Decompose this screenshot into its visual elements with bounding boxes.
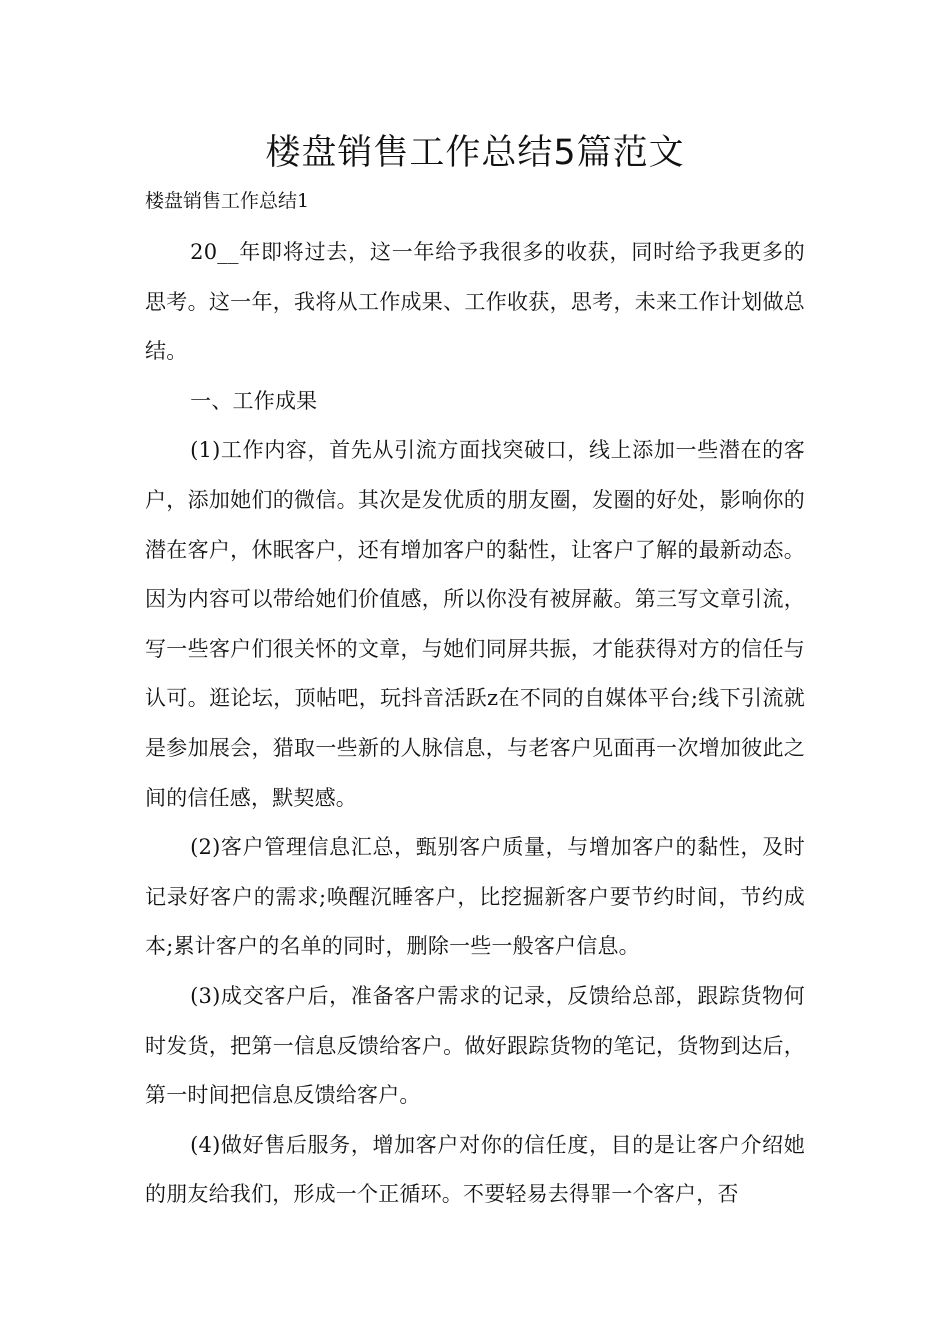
paragraph-intro: 20__年即将过去，这一年给予我很多的收获，同时给予我更多的思考。这一年，我将从工作成果、工作收获，思考，未来工作计划做总结。: [145, 240, 805, 364]
paragraph-item-3: (3)成交客户后，准备客户需求的记录，反馈给总部，跟踪货物何时发货，把第一信息反馈给客户。做好跟踪货物的笔记，货物到达后，第一时间把信息反馈给客户。: [145, 983, 805, 1108]
document-title: 楼盘销售工作总结5篇范文: [265, 133, 685, 173]
section-subtitle: 楼盘销售工作总结1: [145, 190, 310, 212]
document-body: [145, 228, 805, 1220]
paragraph-item-1: (1)工作内容，首先从引流方面找突破口，线上添加一些潜在的客户，添加她们的微信。其次是发优质的朋友圈，发圈的好处，影响你的潜在客户，休眠客户，还有增加客户的黏性，让客户了解的最新动态。因为内容可以带给她们价值感，所以你没有被屏蔽。第三写文章引流，写一些客户们很关怀的文章，与她们同屏共振，才能获得对方的信任与认可。逛论坛，顶帖吧，玩抖音活跃z在不同的自媒体平台;线下引流就是参加展会，猎取一些新的人脉信息，与老客户见面再一次增加彼此之间的信任感，默契感。: [145, 438, 805, 810]
section-heading-work-results: 一、工作成果: [190, 388, 318, 413]
paragraph-item-4: (4)做好售后服务，增加客户对你的信任度，目的是让客户介绍她的朋友给我们，形成一个正循环。不要轻易去得罪一个客户，否: [145, 1132, 805, 1207]
paragraph-item-2: (2)客户管理信息汇总，甄别客户质量，与增加客户的黏性，及时记录好客户的需求;唤醒沉睡客户，比挖掘新客户要节约时间，节约成本;累计客户的名单的同时，删除一些一般客户信息。: [145, 835, 805, 959]
